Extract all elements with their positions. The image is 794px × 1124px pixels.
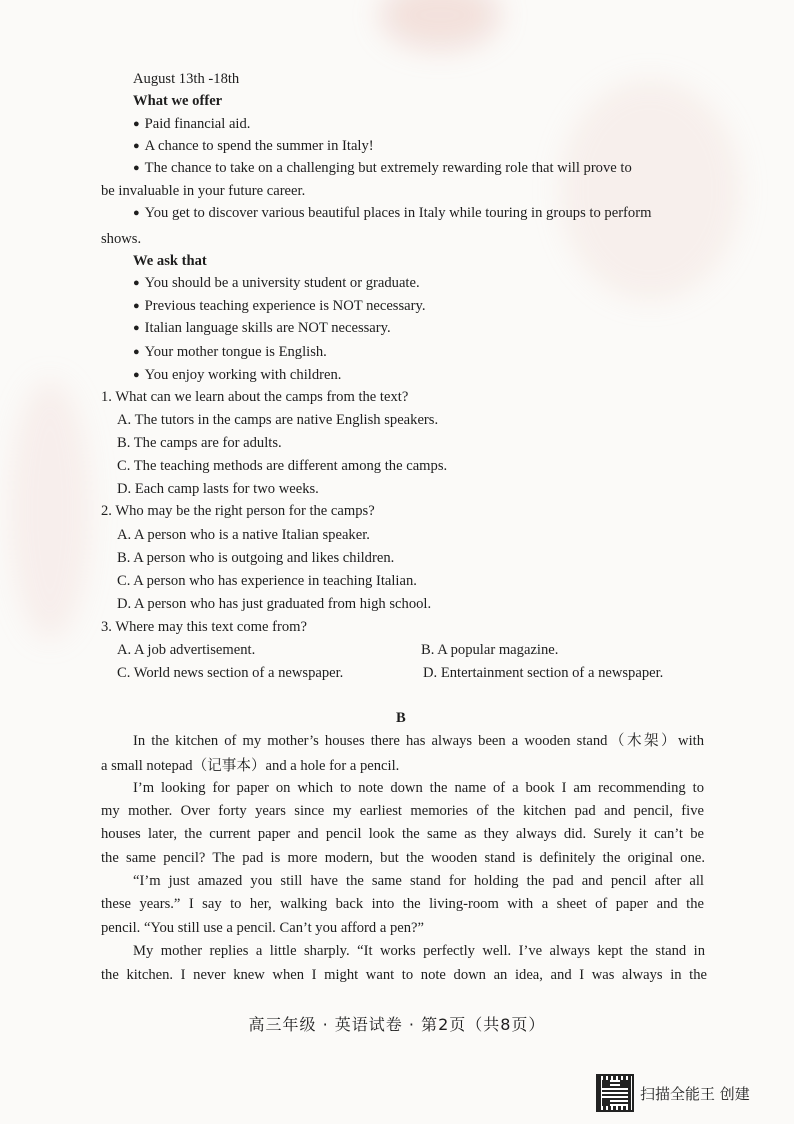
ask-item: ● You should be a university student or graduate.: [133, 273, 420, 294]
question-option: C. A person who has experience in teaching Italian.: [117, 573, 417, 589]
offer-item: ● The chance to take on a challenging but extremely rewarding role that will prove to: [133, 158, 632, 179]
passage-line: My mother replies a little sharply. “It works perfectly well. I’ve always kept the stand in: [133, 943, 705, 959]
question-option: A. A person who is a native Italian speaker.: [117, 527, 370, 543]
offer-heading: What we offer: [133, 93, 223, 109]
offer-item-cont: be invaluable in your future career.: [101, 183, 306, 199]
question-option: C. World news section of a newspaper.: [117, 665, 344, 681]
passage-line: pencil. “You still use a pencil. Can’t you afford a pen?”: [101, 920, 425, 936]
question-option: D. Each camp lasts for two weeks.: [117, 481, 319, 497]
question-option: A. A job advertisement.: [117, 642, 256, 658]
offer-item: ● Paid financial aid.: [133, 114, 250, 135]
passage-line: “I’m just amazed you still have the same stand for holding the pad and pencil after all: [133, 873, 704, 889]
scanner-watermark: 扫描全能王 创建: [640, 1085, 750, 1103]
question-option: C. The teaching methods are different among the camps.: [117, 458, 448, 474]
offer-item: ● You get to discover various beautiful places in Italy while touring in groups to perform: [133, 203, 651, 224]
ask-item: ● Your mother tongue is English.: [133, 342, 327, 363]
question-option: B. A popular magazine.: [421, 642, 559, 658]
passage-line: a small notepad（记事本）and a hole for a pencil.: [101, 758, 400, 774]
offer-item: ● A chance to spend the summer in Italy!: [133, 136, 374, 157]
passage-line: the kitchen. I never knew when I might want to note down an idea, and I was always in the: [101, 967, 707, 983]
question-option: D. Entertainment section of a newspaper.: [423, 665, 664, 681]
question-stem: 3. Where may this text come from?: [101, 619, 308, 635]
passage-line: the same pencil? The pad is more modern, but the wooden stand is definitely the original one.: [101, 850, 705, 866]
ad-dates: August 13th -18th: [133, 71, 240, 87]
passage-line: these years.” I say to her, walking back into the living-room with a sheet of paper and the: [101, 896, 704, 912]
section-b-heading: B: [396, 710, 406, 726]
passage-line: houses later, the current paper and pencil look the same as they always did. Surely it can’t be: [101, 826, 704, 842]
question-option: A. The tutors in the camps are native English speakers.: [117, 412, 439, 428]
passage-line: my mother. Over forty years since my earliest memories of the kitchen pad and pencil, five: [101, 803, 704, 819]
question-stem: 1. What can we learn about the camps from the text?: [101, 389, 409, 405]
ask-item: ● Italian language skills are NOT necessary.: [133, 318, 391, 339]
ask-heading: We ask that: [133, 253, 207, 269]
ask-item: ● You enjoy working with children.: [133, 365, 341, 386]
passage-line: I’m looking for paper on which to note down the name of a book I am recommending to: [133, 780, 704, 796]
qr-code-icon: [596, 1074, 634, 1112]
question-stem: 2. Who may be the right person for the camps?: [101, 503, 375, 519]
question-option: D. A person who has just graduated from high school.: [117, 596, 432, 612]
passage-line: In the kitchen of my mother’s houses there has always been a wooden stand（木架）with: [133, 733, 704, 749]
question-option: B. The camps are for adults.: [117, 435, 282, 451]
offer-item-cont: shows.: [101, 231, 142, 247]
page-footer: 高三年级 · 英语试卷 · 第2页（共8页）: [248, 1015, 546, 1034]
question-option: B. A person who is outgoing and likes children.: [117, 550, 395, 566]
ask-item: ● Previous teaching experience is NOT necessary.: [133, 296, 426, 317]
